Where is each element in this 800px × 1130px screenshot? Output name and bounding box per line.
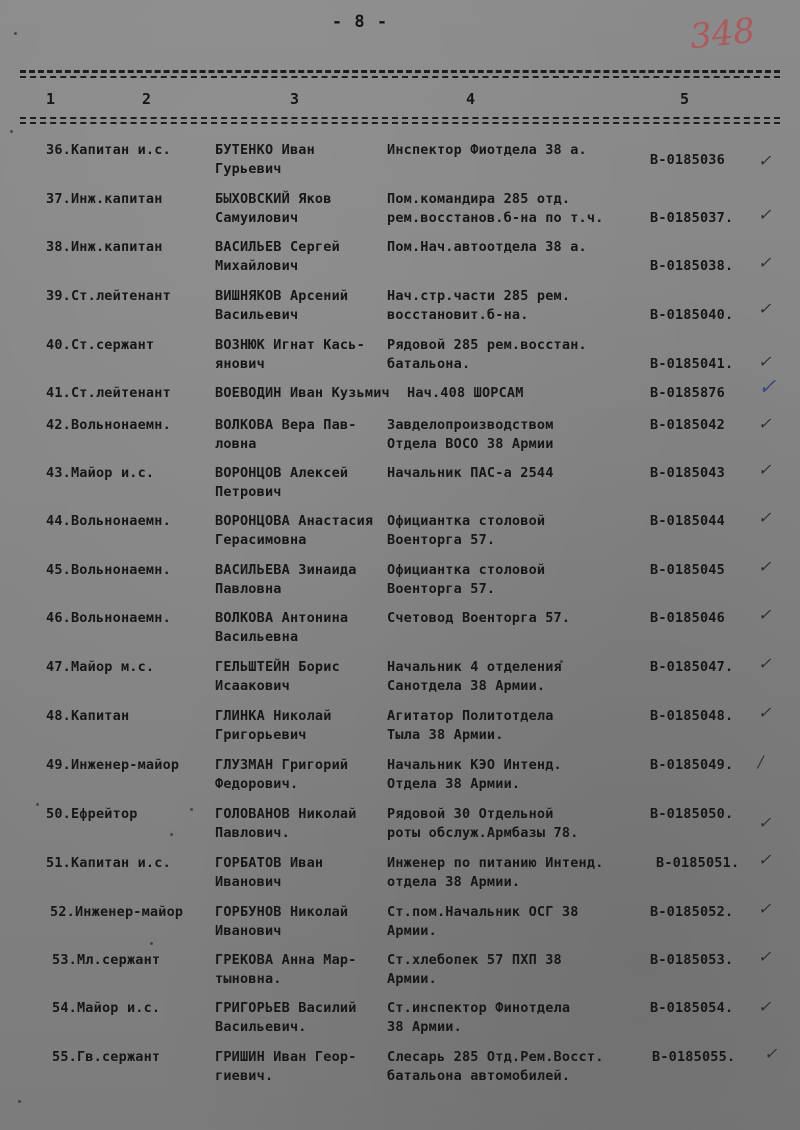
position-cell	[387, 141, 649, 160]
check-mark: ✓	[758, 299, 772, 318]
name-line: гиевич.	[215, 1068, 274, 1084]
number-cell: В-0185037.	[650, 210, 734, 226]
name-line: ВОЛКОВА Антонина	[215, 610, 349, 626]
check-mark: ✓	[758, 947, 772, 966]
position-line: восстановит.б-на.	[387, 307, 529, 323]
name-line: БЫХОВСКИЙ Яков	[215, 191, 332, 207]
name-cell	[215, 951, 387, 989]
number-cell: В-0185043	[650, 465, 725, 481]
position-line: батальона автомобилей.	[387, 1068, 571, 1084]
number-cell: В-0185047.	[650, 659, 734, 675]
rank-cell: 53.Мл.сержант	[52, 952, 161, 968]
rank-cell: 40.Ст.сержант	[46, 337, 155, 353]
position-line: Санотдела 38 Армии.	[387, 678, 546, 694]
name-line: Михайлович	[215, 258, 299, 274]
rank-cell: 55.Гв.сержант	[52, 1049, 161, 1065]
name-line: Васильевич.	[215, 1019, 307, 1035]
rank-cell: 39.Ст.лейтенант	[46, 288, 171, 304]
position-cell	[387, 1048, 649, 1086]
archive-sheet-number: 348	[688, 10, 757, 58]
position-cell	[387, 658, 649, 696]
position-cell	[387, 951, 649, 989]
check-mark: ✓	[758, 508, 772, 527]
name-cell	[215, 141, 387, 179]
table-row	[0, 654, 800, 702]
table-row	[0, 416, 800, 460]
name-line: БУТЕНКО Иван	[215, 142, 315, 158]
name-line: ГОЛОВАНОВ Николай	[215, 806, 357, 822]
position-line: Ст.пом.Начальник ОСГ 38	[387, 904, 579, 920]
name-line: Васильевна	[215, 629, 299, 645]
rank-cell: 43.Майор и.с.	[46, 465, 155, 481]
position-line: Начальник ПАС-а 2544	[387, 465, 554, 481]
rank-cell: 54.Майор и.с.	[52, 1000, 161, 1016]
name-line: Григорьевич	[215, 727, 307, 743]
rank-cell: 47.Майор м.с.	[46, 659, 155, 675]
position-line: Завделопроизводством	[387, 417, 554, 433]
position-line: роты обслуж.Армбазы 78.	[387, 825, 579, 841]
position-line: Начальник КЭО Интенд.	[387, 757, 562, 773]
position-cell	[387, 707, 649, 745]
name-cell	[215, 658, 387, 696]
name-cell	[215, 903, 387, 941]
number-cell: В-0185051.	[656, 855, 740, 871]
position-line: Ст.хлебопек 57 ПХП 38	[387, 952, 562, 968]
table-row	[0, 947, 800, 995]
position-line: Нач.408 ШОРСАМ	[407, 385, 524, 401]
paper-speck	[14, 32, 17, 35]
check-mark: ✓	[758, 460, 772, 479]
position-line: Отдела ВОСО 38 Армии	[387, 436, 554, 452]
position-cell	[387, 561, 649, 599]
position-cell	[387, 238, 649, 257]
number-cell: В-0185044	[650, 513, 725, 529]
position-line: Пом.командира 285 отд.	[387, 191, 571, 207]
position-cell	[387, 190, 649, 228]
name-line: тыновна.	[215, 971, 282, 987]
name-line: Самуилович	[215, 210, 299, 226]
name-cell	[215, 384, 390, 403]
position-line: Тыла 38 Армии.	[387, 727, 504, 743]
check-mark: ✓	[758, 605, 772, 624]
check-mark: ✓	[758, 151, 772, 170]
table-row	[0, 238, 800, 282]
name-cell	[215, 854, 387, 892]
name-line: ВАСИЛЬЕВА Зинаида	[215, 562, 357, 578]
number-cell: В-0185036	[650, 152, 725, 168]
name-line: Иванович	[215, 923, 282, 939]
position-line: отдела 38 Армии.	[387, 874, 521, 890]
name-line: ГЕЛЬШТЕЙН Борис	[215, 659, 340, 675]
table-row	[0, 336, 800, 380]
check-mark: ✓	[758, 850, 772, 869]
table-row	[0, 141, 800, 185]
number-cell: В-0185055.	[652, 1049, 736, 1065]
header-rule-top	[20, 70, 780, 73]
check-mark: ✓	[764, 1044, 778, 1063]
name-line: Герасимовна	[215, 532, 307, 548]
position-line: Официантка столовой	[387, 513, 546, 529]
name-line: ГЛИНКА Николай	[215, 708, 332, 724]
name-line: ВОЗНЮК Игнат Кась-	[215, 337, 365, 353]
table-row	[0, 999, 800, 1043]
column-number-1: 1	[46, 90, 56, 108]
header-rule-bottom-second	[20, 122, 780, 124]
rank-cell: 48.Капитан	[46, 708, 130, 724]
number-cell: В-0185876	[650, 385, 725, 401]
rank-cell: 50.Ефрейтор	[46, 806, 138, 822]
paper-speck	[18, 1100, 21, 1103]
table-row	[0, 190, 800, 234]
position-line: Военторга 57.	[387, 532, 496, 548]
position-cell	[387, 464, 649, 483]
table-row	[0, 287, 800, 331]
table-row	[0, 850, 800, 898]
name-line: Иванович	[215, 874, 282, 890]
number-cell: В-0185053.	[650, 952, 734, 968]
name-cell	[215, 416, 387, 454]
table-row	[0, 557, 800, 605]
rank-cell: 45.Вольнонаемн.	[46, 562, 171, 578]
position-line: рем.восстанов.б-на по т.ч.	[387, 210, 604, 226]
name-line: ГРИГОРЬЕВ Василий	[215, 1000, 357, 1016]
number-cell: В-0185038.	[650, 258, 734, 274]
number-cell: В-0185046	[650, 610, 725, 626]
name-line: ВОЛКОВА Вера Пав-	[215, 417, 357, 433]
position-cell	[387, 854, 649, 892]
position-line: Инспектор Фиотдела 38 а.	[387, 142, 587, 158]
check-mark: ✓	[758, 352, 772, 371]
name-cell	[215, 336, 387, 374]
position-cell	[387, 336, 649, 374]
rank-cell: 46.Вольнонаемн.	[46, 610, 171, 626]
position-line: Пом.Нач.автоотдела 38 а.	[387, 239, 587, 255]
position-line: Счетовод Военторга 57.	[387, 610, 571, 626]
name-line: ВОЕВОДИН Иван Кузьмич	[215, 385, 390, 401]
column-number-2: 2	[142, 90, 152, 108]
name-line: ГРИШИН Иван Геор-	[215, 1049, 357, 1065]
name-line: Гурьевич	[215, 161, 282, 177]
name-cell	[215, 512, 387, 550]
name-cell	[215, 609, 387, 647]
table-row	[0, 752, 800, 800]
position-cell	[407, 384, 669, 403]
name-cell	[215, 707, 387, 745]
name-cell	[215, 464, 387, 502]
number-cell: В-0185054.	[650, 1000, 734, 1016]
position-line: Начальник 4 отделения	[387, 659, 562, 675]
name-line: Павлович.	[215, 825, 290, 841]
rank-cell: 52.Инженер-майор	[50, 904, 184, 920]
position-line: Официантка столовой	[387, 562, 546, 578]
position-cell	[387, 756, 649, 794]
name-line: ВАСИЛЬЕВ Сергей	[215, 239, 340, 255]
name-cell	[215, 756, 387, 794]
paper-speck	[10, 130, 13, 133]
name-line: Васильевич	[215, 307, 299, 323]
name-line: ГОРБАТОВ Иван	[215, 855, 324, 871]
position-line: Инженер по питанию Интенд.	[387, 855, 604, 871]
table-row	[0, 1044, 800, 1092]
position-line: Ст.инспектор Финотдела	[387, 1000, 571, 1016]
table-row	[0, 703, 800, 751]
name-cell	[215, 238, 387, 276]
table-row	[0, 460, 800, 508]
header-rule-top-second	[20, 76, 780, 78]
check-mark: ✓	[758, 205, 772, 224]
position-line: Агитатор Политотдела	[387, 708, 554, 724]
name-line: Петрович	[215, 484, 282, 500]
table-row	[0, 605, 800, 653]
page-number: - 8 -	[331, 12, 389, 32]
name-cell	[215, 561, 387, 599]
name-line: ВОРОНЦОВ Алексей	[215, 465, 349, 481]
name-line: Исаакович	[215, 678, 290, 694]
check-mark: ✓	[758, 557, 772, 576]
number-cell: В-0185052.	[650, 904, 734, 920]
table-row	[0, 508, 800, 556]
column-number-4: 4	[466, 90, 476, 108]
rank-cell: 49.Инженер-майор	[46, 757, 180, 773]
name-line: Федорович.	[215, 776, 299, 792]
rank-cell: 38.Инж.капитан	[46, 239, 163, 255]
position-line: Нач.стр.части 285 рем.	[387, 288, 571, 304]
position-line: Армии.	[387, 923, 437, 939]
name-line: ГОРБУНОВ Николай	[215, 904, 349, 920]
position-line: Армии.	[387, 971, 437, 987]
name-line: ВИШНЯКОВ Арсений	[215, 288, 349, 304]
name-line: янович	[215, 356, 265, 372]
header-rule-bottom	[20, 117, 780, 119]
number-cell: В-0185045	[650, 562, 725, 578]
check-mark: ✓	[758, 375, 777, 400]
number-cell: В-0185041.	[650, 356, 734, 372]
column-number-5: 5	[680, 90, 690, 108]
table-row	[0, 805, 800, 849]
position-cell	[387, 999, 649, 1037]
rank-cell: 51.Капитан и.с.	[46, 855, 171, 871]
table-row	[0, 899, 800, 947]
rank-cell: 44.Вольнонаемн.	[46, 513, 171, 529]
rank-cell: 37.Инж.капитан	[46, 191, 163, 207]
name-line: ловна	[215, 436, 257, 452]
name-cell	[215, 287, 387, 325]
position-line: Военторга 57.	[387, 581, 496, 597]
position-cell	[387, 609, 649, 628]
position-line: Отдела 38 Армии.	[387, 776, 521, 792]
rank-cell: 41.Ст.лейтенант	[46, 385, 171, 401]
check-mark: ✓	[758, 414, 772, 433]
name-cell	[215, 805, 387, 843]
position-cell	[387, 416, 649, 454]
name-cell	[215, 190, 387, 228]
position-cell	[387, 512, 649, 550]
check-mark: ✓	[758, 253, 772, 272]
number-cell: В-0185050.	[650, 806, 734, 822]
number-cell: В-0185048.	[650, 708, 734, 724]
position-cell	[387, 805, 649, 843]
name-line: ВОРОНЦОВА Анастасия	[215, 513, 374, 529]
position-line: Рядовой 285 рем.восстан.	[387, 337, 587, 353]
rank-cell: 42.Вольнонаемн.	[46, 417, 171, 433]
check-mark: ✓	[758, 899, 772, 918]
number-cell: В-0185049.	[650, 757, 734, 773]
number-cell: В-0185040.	[650, 307, 734, 323]
check-mark: ✓	[758, 703, 772, 722]
position-line: Рядовой 30 Отдельной	[387, 806, 554, 822]
check-mark: /	[758, 752, 764, 771]
position-cell	[387, 287, 649, 325]
name-line: ГРЕКОВА Анна Мар-	[215, 952, 357, 968]
check-mark: ✓	[758, 813, 772, 832]
position-cell	[387, 903, 649, 941]
check-mark: ✓	[758, 997, 772, 1016]
position-line: 38 Армии.	[387, 1019, 462, 1035]
rank-cell: 36.Капитан и.с.	[46, 142, 171, 158]
name-line: ГЛУЗМАН Григорий	[215, 757, 349, 773]
column-number-3: 3	[290, 90, 300, 108]
number-cell: В-0185042	[650, 417, 725, 433]
name-cell	[215, 1048, 387, 1086]
position-line: батальона.	[387, 356, 471, 372]
position-line: Слесарь 285 Отд.Рем.Восст.	[387, 1049, 604, 1065]
name-line: Павловна	[215, 581, 282, 597]
name-cell	[215, 999, 387, 1037]
check-mark: ✓	[758, 654, 772, 673]
